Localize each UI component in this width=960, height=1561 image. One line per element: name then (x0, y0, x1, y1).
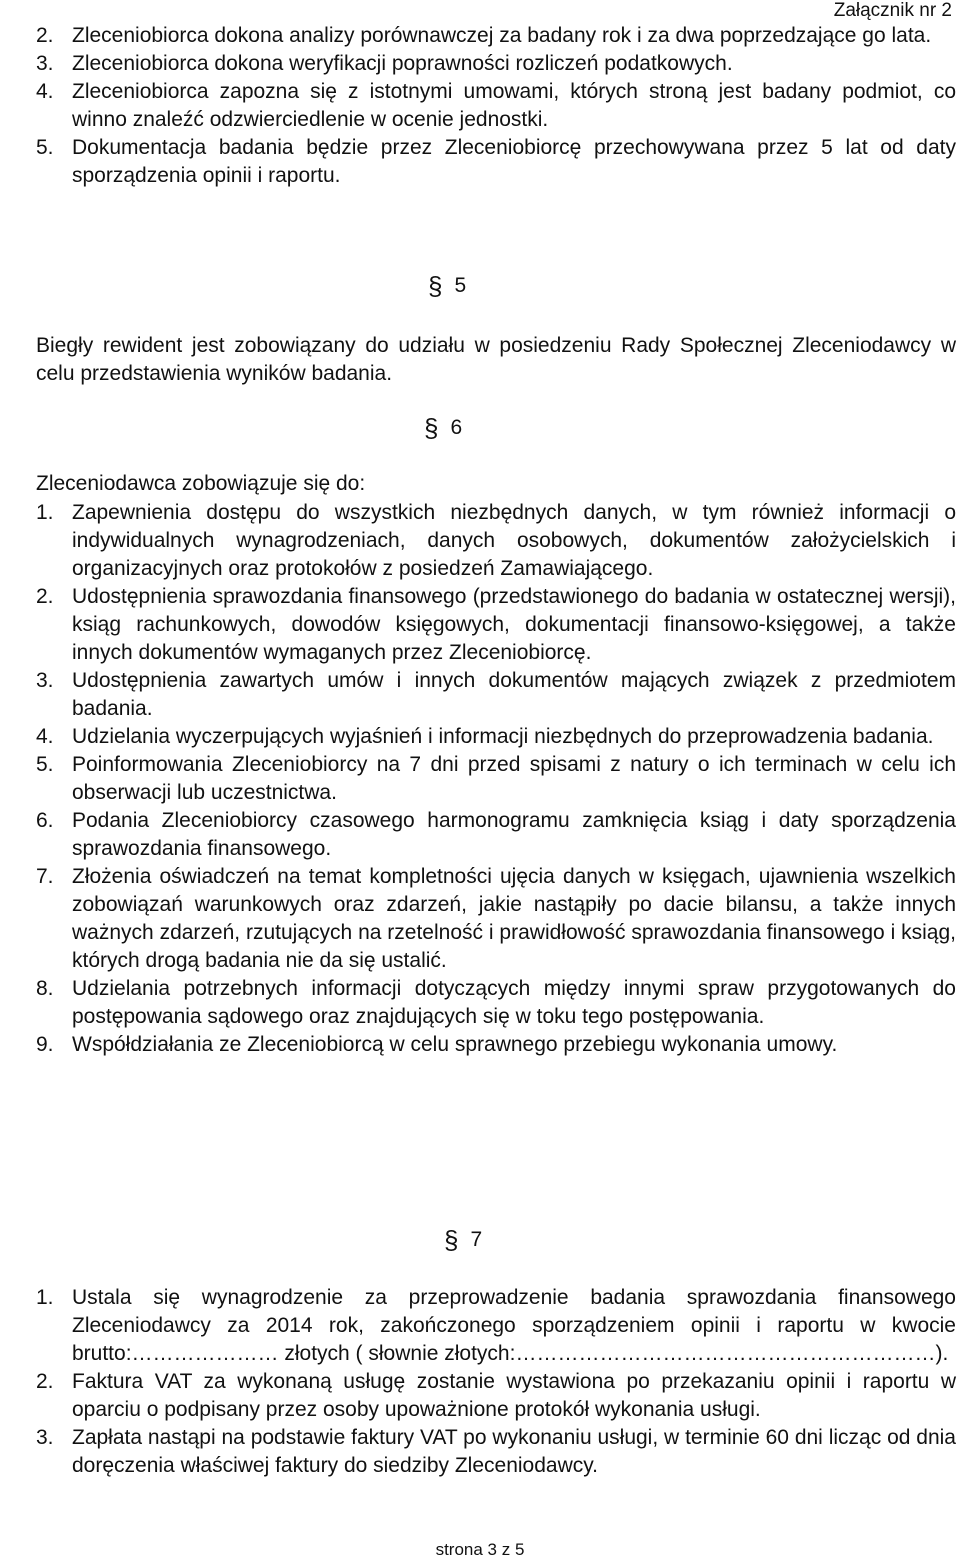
item-text: Zleceniobiorca dokona weryfikacji poprawności rozliczeń podatkowych. (72, 52, 733, 75)
section-5-text: Biegły rewident jest zobowiązany do udziału w posiedzeniu Rady Społecznej Zleceniodawcy w celu przedstawienia wyników badania. (36, 334, 956, 385)
item-number: 2. (36, 1370, 54, 1393)
item-text: Poinformowania Zleceniobiorcy na 7 dni przed spisami z natury o ich terminach w celu ich obserwacji lub uczestnictwa. (72, 753, 956, 804)
top-list (36, 22, 956, 190)
list-item (36, 22, 956, 50)
list-item (36, 1031, 956, 1059)
section-number: 6 (450, 416, 463, 439)
item-number: 4. (36, 725, 54, 748)
item-number: 3. (36, 669, 54, 692)
item-text: Zleceniobiorca dokona analizy porównawczej za badany rok i za dwa poprzedzające go lata. (72, 24, 932, 47)
item-number: 3. (36, 1426, 54, 1449)
list-item (36, 1368, 956, 1424)
list-item (36, 134, 956, 190)
item-text: Współdziałania ze Zleceniobiorcą w celu sprawnego przebiegu wykonania umowy. (72, 1033, 838, 1056)
item-text: Ustala się wynagrodzenie za przeprowadzenie badania sprawozdania finansowego Zleceniodawcy za 2014 rok, zakończonego sporządzeniem opinii i raportu w kwocie brutto:………………… złotych ( słownie złotych:……………………………………………………). (72, 1286, 956, 1365)
item-number: 6. (36, 809, 54, 832)
section-6-list (36, 499, 956, 1059)
list-item (36, 751, 956, 807)
list-item (36, 667, 956, 723)
item-text: Faktura VAT za wykonaną usługę zostanie wystawiona po przekazaniu opinii i raportu w oparciu o podpisany przez osoby upoważnione protokół wykonania usługi. (72, 1370, 956, 1421)
item-text: Zapłata nastąpi na podstawie faktury VAT po wykonaniu usługi, w terminie 60 dni licząc od dnia doręczenia właściwej faktury do siedziby Zleceniodawcy. (72, 1426, 956, 1477)
list-item (36, 78, 956, 134)
section-6-heading (424, 414, 462, 442)
item-text: Dokumentacja badania będzie przez Zleceniobiorcę przechowywana przez 5 lat od daty sporządzenia opinii i raportu. (72, 136, 956, 187)
list-item (36, 863, 956, 975)
item-text: Złożenia oświadczeń na temat kompletności ujęcia danych w księgach, ujawnienia wszelkich zobowiązań warunkowych oraz zdarzeń, jakie nastąpiły po dacie bilansu, a także innych ważnych zdarzeń, rzutujących na rzetelność i prawidłowość sprawozdania finansowego i ksiąg, których drogą badania nie da się ustalić. (72, 865, 956, 972)
list-item (36, 723, 956, 751)
page-footer: strona 3 z 5 (435, 1540, 525, 1559)
item-number: 1. (36, 501, 54, 524)
section-6-intro: Zleceniodawca zobowiązuje się do: (36, 472, 366, 495)
item-number: 2. (36, 585, 54, 608)
annex-label: Załącznik nr 2 (833, 0, 952, 21)
item-number: 1. (36, 1286, 54, 1309)
item-number: 7. (36, 865, 54, 888)
item-text: Udostępnienia sprawozdania finansowego (przedstawionego do badania w ostatecznej wersji), ksiąg rachunkowych, dowodów księgowych, dokumentacji finansowo-księgowej, a także innych dokumentów wymaganych przez Zleceniobiorcę. (72, 585, 956, 664)
item-number: 4. (36, 80, 54, 103)
item-text: Udzielania potrzebnych informacji dotyczących między innymi spraw przygotowanych do postępowania sądowego oraz znajdujących się w toku tego postępowania. (72, 977, 956, 1028)
item-text: Zleceniobiorca zapozna się z istotnymi umowami, których stroną jest badany podmiot, co winno znaleźć odzwierciedlenie w ocenie jednostki. (72, 80, 956, 131)
list-item (36, 50, 956, 78)
item-text: Udzielania wyczerpujących wyjaśnień i informacji niezbędnych do przeprowadzenia badania. (72, 725, 934, 748)
item-text: Podania Zleceniobiorcy czasowego harmonogramu zamknięcia ksiąg i daty sporządzenia sprawozdania finansowego. (72, 809, 956, 860)
section-5-heading (428, 272, 466, 300)
list-item (36, 975, 956, 1031)
item-number: 8. (36, 977, 54, 1000)
item-number: 3. (36, 52, 54, 75)
list-item (36, 1284, 956, 1368)
item-text: Udostępnienia zawartych umów i innych dokumentów mających związek z przedmiotem badania. (72, 669, 956, 720)
item-text: Zapewnienia dostępu do wszystkich niezbędnych danych, w tym również informacji o indywidualnych wynagrodzeniach, danych osobowych, dokumentów założycielskich i organizacyjnych oraz protokołów z posiedzeń Zamawiającego. (72, 501, 956, 580)
section-7-list (36, 1284, 956, 1480)
section-number: 5 (454, 274, 467, 297)
item-number: 5. (36, 136, 54, 159)
section-number: 7 (470, 1228, 483, 1251)
list-item (36, 583, 956, 667)
list-item (36, 499, 956, 583)
list-item (36, 807, 956, 863)
item-number: 2. (36, 24, 54, 47)
section-symbol: § (444, 1225, 459, 1255)
section-symbol: § (428, 271, 443, 301)
item-number: 9. (36, 1033, 54, 1056)
section-7-heading (444, 1226, 482, 1254)
list-item (36, 1424, 956, 1480)
section-symbol: § (424, 413, 439, 443)
item-number: 5. (36, 753, 54, 776)
